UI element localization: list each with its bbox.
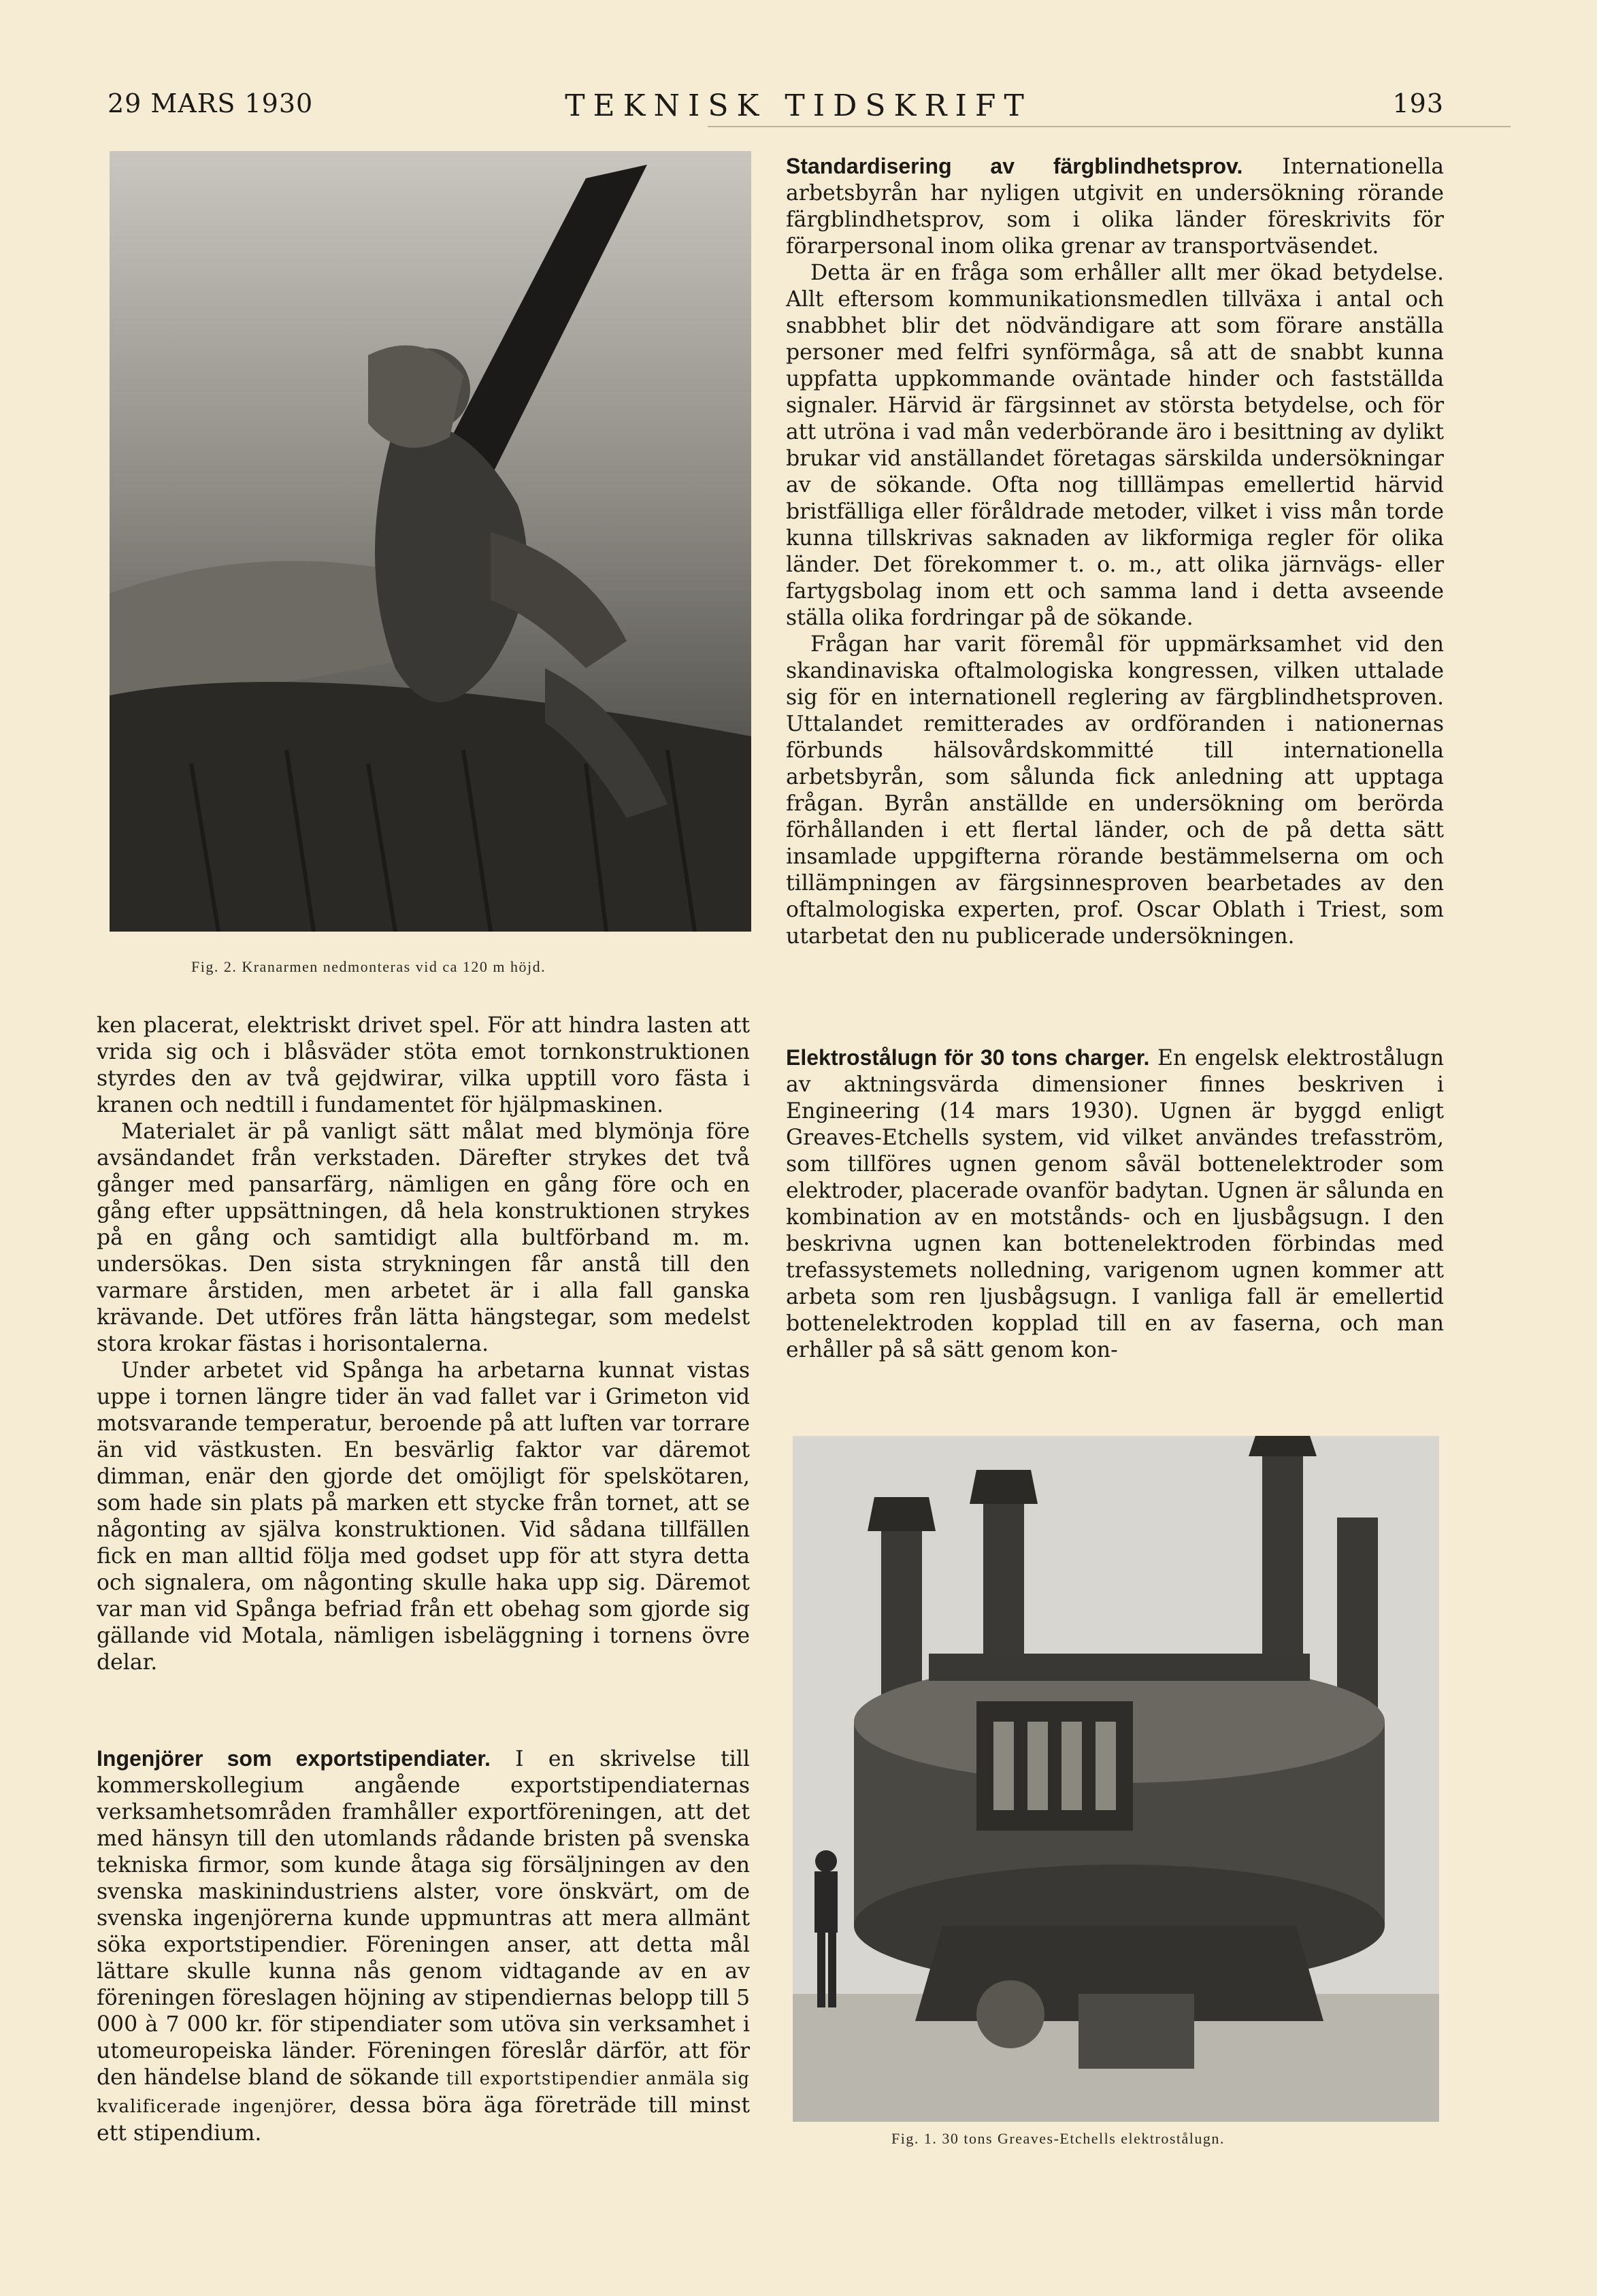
right-column-furnace (786, 1045, 1444, 1364)
furnace-body: En engelsk elektrostålugn av aktningsvärda dimensioner finnes beskriven i Engineering (14 mars 1930). Ugnen är byggd enligt Greaves-Etchells system, vid vilket användes trefasström, som tillföres ugnen genom såväl bottenelektroder som elektroder, placerade ovanför badytan. Ugnen är sålunda en kombination av en motstånds- och en ljusbågsugn. I den beskrivna ugnen kan bottenelektroden förbindas med trefassystemets nolledning, varigenom ugnen kommer att arbeta som ren ljusbågsugn. I vanliga fall är emellertid bottenelektroden kopplad till en av faserna, och man erhåller på så sätt genom kon- (786, 1046, 1444, 1362)
paragraph-crane-lifting: ken placerat, elektriskt drivet spel. För att hindra lasten att vrida sig och i blåsväder stöta emot tornkonstruktionen styrdes den av två gejdwirar, vilka upptill voro fästa i kranen och nedtill i fundamentet för hjälpmaskinen. (97, 1013, 750, 1117)
header-rule (708, 126, 1511, 127)
right-column-colorblind (786, 153, 1444, 950)
left-column-export (97, 1745, 750, 2147)
colorblind-body: Internationella arbetsbyrån har nyligen utgivit en undersökning rörande färgblindhetsprov, som i olika länder föreskrivits för förarpersonal inom olika grenar av transportväsendet. (786, 154, 1445, 259)
furnace-photo (793, 1436, 1439, 2122)
paragraph-export-stipends (97, 1745, 750, 2147)
paragraph-colorblind-intro (786, 153, 1444, 260)
crane-photo (110, 151, 751, 932)
export-body: I en skrivelse till kommerskollegium angående exportstipendiaternas verksamhetsområden framhåller exportföreningen, att det med hänsyn till den utomlands rådande bristen på svenska tekniska firmor, som kunde åtaga sig försäljningen av den svenska maskinindustriens alster, vore önskvärt, om de svenska ingenjörerna kunde uppmuntras att mera allmänt söka exportstipendier. Föreningen anser, att detta mål lättare skulle kunna nås genom vidtagande av en av föreningen föreslagen höjning av stipendiernas belopp till 5 000 à 7 000 kr. för stipendiater som utöva sin verksamhet i utomeuropeiska länder. Föreningen föreslår därför, att för den händelse bland de sökande (97, 1747, 750, 2090)
issue-date: 29 MARS 1930 (108, 88, 314, 118)
fig2-caption: Fig. 2. Kranarmen nedmonteras vid ca 120 m höjd. (191, 958, 546, 975)
furnace-heading: Elektrostålugn för 30 tons charger. (786, 1045, 1150, 1070)
fig1-caption: Fig. 1. 30 tons Greaves-Etchells elektrostålugn. (891, 2130, 1225, 2147)
journal-title: TEKNISK TIDSKRIFT (565, 88, 1032, 123)
export-end: dessa böra äga företräde till minst ett stipendium. (97, 2093, 750, 2146)
page-number: 193 (1392, 88, 1444, 118)
paragraph-spanga-work: Under arbetet vid Spånga ha arbetarna kunnat vistas uppe i tornen längre tider än vad fallet var i Grimeton vid motsvarande temperatur, beroende på att luften var torrare än vid västkusten. En besvärlig faktor var däremot dimman, enär den gjorde det omöjligt för spelskötaren, som hade sin plats på marken ett stycke från tornet, att se någonting av själva konstruktionen. Vid sådana tillfällen fick en man alltid följa med godset upp för att styra detta och signalera, om någonting skulle haka upp sig. Däremot var man vid Spånga befriad från ett obehag som gjorde sig gällande vid Motala, nämligen isbeläggning i tornens övre delar. (97, 1358, 750, 1675)
export-small-line: till exportstipendier anmäla sig kvalificerade ingenjörer, (97, 2069, 750, 2117)
paragraph-colorblind-importance: Detta är en fråga som erhåller allt mer ökad betydelse. Allt eftersom kommunikationsmedlen tillväxa i antal och snabbhet blir det nödvändigare att som förare anställa personer med felfri synförmåga, så att de snabbt kunna uppfatta uppkommande oväntade hinder och fastställda signaler. Härvid är färgsinnet av största betydelse, och för att utröna i vad mån vederbörande äro i besittning av dylikt brukar vid anställandet företagas särskilda undersökningar av de sökande. Ofta nog tilllämpas emellertid härvid bristfälliga eller föråldrade metoder, vilket i viss mån torde kunna tillskrivas saknaden av likformiga regler för olika länder. Det förekommer t. o. m., att olika järnvägs- eller fartygsbolag inom ett och samma land i detta avseende ställa olika fordringar på de sökande. (786, 261, 1444, 630)
colorblind-heading: Standardisering av färgblindhetsprov. (786, 154, 1243, 178)
export-heading: Ingenjörer som exportstipendiater. (97, 1746, 491, 1771)
left-column-upper (97, 1013, 750, 1676)
paragraph-colorblind-congress: Frågan har varit föremål för uppmärksamhet vid den skandinaviska oftalmologiska kongressen, vilken uttalade sig för en internationell reglering av färgblindhetsproven. Uttalandet remitterades av ordföranden i nationernas förbunds hälsovårdskommitté till internationella arbetsbyrån, som sålunda fick anledning att upptaga frågan. Byrån anställde en undersökning om berörda förhållanden i ett flertal länder, och de på detta sätt insamlade uppgifterna rörande bestämmelserna om och tillämpningen av färgsinnesproven bearbetades av den oftalmologiska experten, prof. Oscar Oblath i Triest, som utarbetat den nu publicerade undersökningen. (786, 632, 1444, 949)
paragraph-furnace (786, 1045, 1444, 1364)
paragraph-painting: Materialet är på vanligt sätt målat med blymönja före avsändandet från verkstaden. Därefter strykes det två gånger med pansarfärg, nämligen en gång före och en gång efter uppsättningen, då hela konstruktionen strykes på en gång och samtidigt alla bultförband m. m. undersökas. Den sista strykningen får anstå till den varmare årstiden, men arbetet är i alla fall ganska krävande. Det utföres från lätta hängstegar, som medelst stora krokar fästas i horisontalerna. (97, 1119, 750, 1356)
